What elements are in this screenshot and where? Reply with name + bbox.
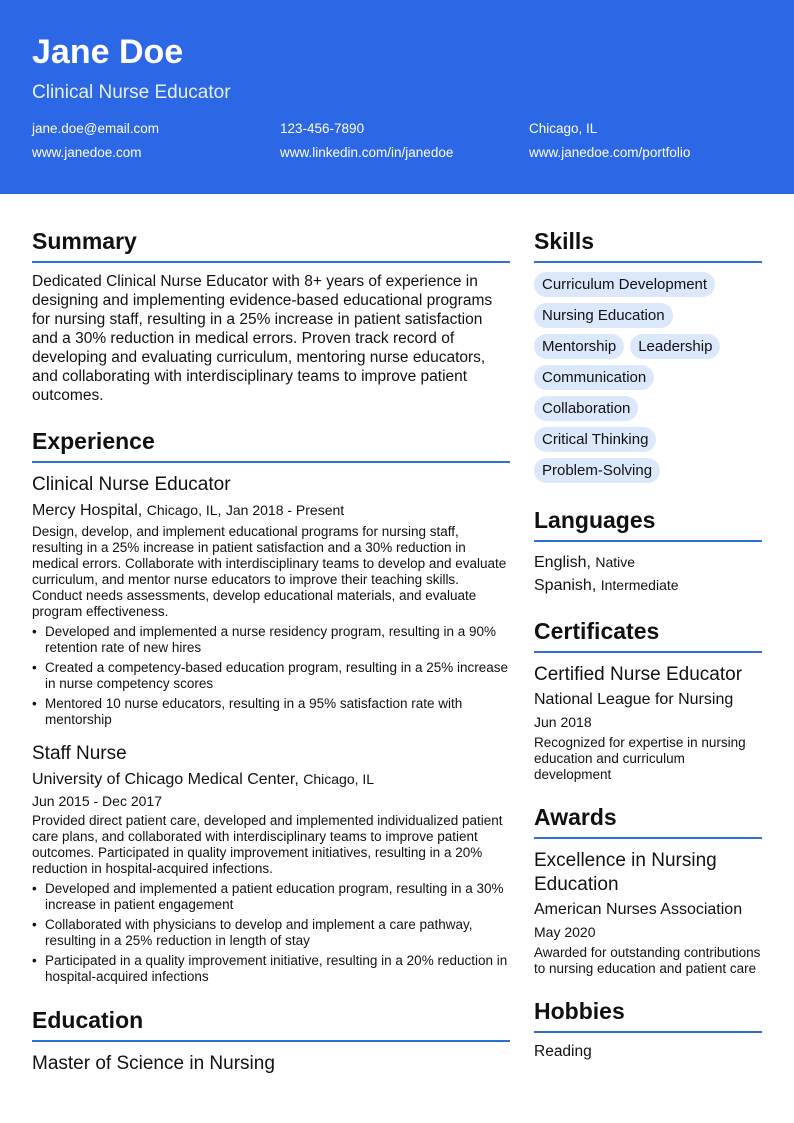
resume-header [0,0,794,194]
experience-section [32,426,510,985]
skill-chip: Communication [534,365,654,390]
hobbies-section [534,996,762,1062]
skill-chip: Problem-Solving [534,458,660,483]
section-heading: Certificates [534,616,762,653]
contact-info [32,120,762,162]
degree-title: Master of Science in Nursing [32,1053,275,1074]
certificate-issuer: National League for Nursing [534,691,734,708]
section-heading: Education [32,1005,510,1042]
award-date: May 2020 [534,924,596,940]
section-heading: Summary [32,226,510,263]
job-dates: Jan 2018 - Present [225,502,345,518]
skills-list [534,272,762,483]
job-location: Chicago, IL [303,771,375,787]
portfolio-link[interactable]: www.janedoe.com/portfolio [529,145,691,160]
skill-chip: Collaboration [534,396,638,421]
skill-chip: Mentorship [534,334,624,359]
achievement-item: • Developed and implemented a patient education program, resulting in a 30% increase in patient engagement [32,881,510,913]
language-item [534,574,762,597]
section-heading: Awards [534,802,762,839]
section-heading: Experience [32,426,510,463]
job-title: Staff Nurse [32,743,127,764]
candidate-name: Jane Doe [32,33,184,71]
job-achievements [32,624,510,728]
summary-section [32,226,510,405]
job-title: Clinical Nurse Educator [32,474,231,495]
resume-body [0,226,794,1079]
language-name: English, [534,554,591,571]
website-link[interactable]: www.janedoe.com [32,145,142,160]
section-heading: Skills [534,226,762,263]
certificate-description: Recognized for expertise in nursing education and curriculum development [534,735,746,782]
language-item [534,551,762,574]
job-description: Design, develop, and implement educational programs for nursing staff, resulting in a 25% increase in patient satisfaction and a 30% reduction in medical errors. Collaborate with interdisciplinary teams to develop and evaluate curriculum, and mentor nurse educators to improve their teaching skills. Conduct needs assessments, develop educational materials, and evaluate program effectiveness. [32,524,507,619]
linkedin-link[interactable]: www.linkedin.com/in/janedoe [280,145,454,160]
job-description: Provided direct patient care, developed and implemented individualized patient care plans, and collaborated with interdisciplinary teams to improve patient outcomes. Participated in quality improvement initiatives, resulting in a 20% reduction in hospital-acquired infections. [32,813,503,876]
certificate-name: Certified Nurse Educator [534,664,743,685]
skill-chip: Leadership [630,334,720,359]
achievement-item: • Mentored 10 nurse educators, resulting in a 95% satisfaction rate with mentorship [32,696,510,728]
award-description: Awarded for outstanding contributions to nursing education and patient care [534,945,761,976]
achievement-item: • Created a competency-based education program, resulting in a 25% increase in nurse competency scores [32,660,510,692]
location: Chicago, IL [529,121,598,136]
job-location: Chicago, IL, [146,502,222,518]
job-meta [32,769,510,790]
achievement-item: • Participated in a quality improvement initiative, resulting in a 20% reduction in hospital-acquired infections [32,953,510,985]
achievement-item: • Collaborated with physicians to develop and implement a care pathway, resulting in a 25% reduction in length of stay [32,917,510,949]
job-entry [32,473,510,728]
job-achievements [32,881,510,985]
section-heading: Languages [534,505,762,542]
language-level: Native [595,554,636,570]
phone-number: 123-456-7890 [280,121,365,136]
awards-section [534,802,762,977]
award-issuer: American Nurses Association [534,901,743,918]
languages-section [534,505,762,597]
section-heading: Hobbies [534,996,762,1033]
achievement-item: • Developed and implemented a nurse residency program, resulting in a 90% retention rate of new hires [32,624,510,656]
job-meta [32,500,510,521]
award-name: Excellence in Nursing Education [534,850,717,895]
candidate-title: Clinical Nurse Educator [32,82,231,103]
certificates-section [534,616,762,783]
summary-text: Dedicated Clinical Nurse Educator with 8+ years of experience in designing and implementing evidence-based educational programs for nursing staff, resulting in a 25% increase in patient satisfaction and a 30% reduction in medical errors. Proven track record of developing and evaluating curriculum, mentoring nurse educators, and collaborating with interdisciplinary teams to improve patient outcomes. [32,273,493,404]
skill-chip: Curriculum Development [534,272,715,297]
hobby-item: Reading [534,1043,592,1060]
skill-chip: Critical Thinking [534,427,656,452]
left-column [32,226,510,1079]
language-level: Intermediate [600,577,679,593]
job-employer: Mercy Hospital, [32,502,143,519]
right-column [534,226,762,1079]
certificate-date: Jun 2018 [534,714,592,730]
skills-section [534,226,762,483]
education-section [32,1005,510,1076]
skill-chip: Nursing Education [534,303,673,328]
email-link[interactable]: jane.doe@email.com [32,121,160,136]
job-employer: University of Chicago Medical Center, [32,771,299,788]
job-entry [32,742,510,985]
language-name: Spanish, [534,577,597,594]
job-dates: Jun 2015 - Dec 2017 [32,793,162,809]
